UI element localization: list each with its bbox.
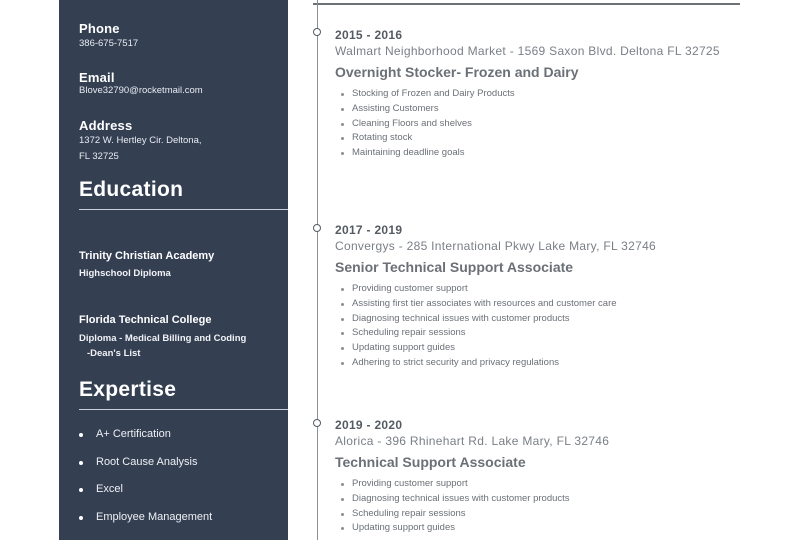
school-name: Florida Technical College [79, 314, 212, 326]
list-item: Assisting first tier associates with resources and customer care [335, 297, 775, 312]
list-item: Diagnosing technical issues with customer products [335, 312, 775, 327]
list-item: Stocking of Frozen and Dairy Products [335, 87, 775, 102]
timeline-node-icon [313, 28, 321, 36]
bullet-icon [341, 93, 344, 96]
education-title: Education [79, 178, 184, 201]
timeline-node-icon [313, 224, 321, 232]
bullet-icon [341, 332, 344, 335]
job-company: Alorica - 396 Rhinehart Rd. Lake Mary, FL 32746 [335, 434, 610, 448]
expertise-title: Expertise [79, 378, 177, 401]
list-item: Assisting Customers [335, 102, 775, 117]
bullet-icon [341, 288, 344, 291]
school-degree: Highschool Diploma [79, 268, 171, 279]
job-company: Convergys - 285 International Pkwy Lake Mary, FL 32746 [335, 239, 657, 253]
bullet-icon [79, 461, 83, 465]
experience-entry [335, 223, 775, 371]
bullet-icon [341, 123, 344, 126]
timeline-node-icon [313, 419, 321, 427]
bullet-icon [341, 347, 344, 350]
experience-entry [335, 28, 775, 161]
email-label: Email [79, 70, 115, 85]
sidebar: Phone 386-675-7517 Email Blove32790@rocketmail.com Address 1372 W. Hertley Cir. Deltona, FL 32725 Education Trinity Christian Academy Highschool Diploma Florida Technical College Diploma - Medical Billing and Coding -Dean's List Expertise A+ Certification Root Cause Analysis Excel Employee Management [59, 0, 288, 540]
job-title: Overnight Stocker- Frozen and Dairy [335, 64, 579, 80]
bullet-icon [79, 433, 83, 437]
list-item: Scheduling repair sessions [335, 507, 775, 522]
school-honor: -Dean's List [87, 348, 141, 359]
bullet-icon [341, 498, 344, 501]
school-degree: Diploma - Medical Billing and Coding [79, 333, 247, 344]
address-line1: 1372 W. Hertley Cir. Deltona, [79, 135, 202, 146]
list-item: Rotating stock [335, 131, 775, 146]
list-item: Updating support guides [335, 341, 775, 356]
bullet-icon [341, 152, 344, 155]
job-date: 2015 - 2016 [335, 28, 403, 42]
address-label: Address [79, 118, 133, 133]
job-duties [335, 87, 775, 161]
job-date: 2017 - 2019 [335, 223, 403, 237]
bullet-icon [341, 303, 344, 306]
bullet-icon [341, 483, 344, 486]
experience-entry [335, 418, 775, 536]
list-item: Diagnosing technical issues with customer products [335, 492, 775, 507]
bullet-icon [79, 516, 83, 520]
bullet-icon [341, 527, 344, 530]
job-date: 2019 - 2020 [335, 418, 403, 432]
bullet-icon [341, 513, 344, 516]
bullet-icon [341, 108, 344, 111]
education-divider [79, 209, 288, 210]
job-duties [335, 282, 775, 371]
timeline-line [317, 0, 318, 540]
list-item: Updating support guides [335, 521, 775, 536]
job-company: Walmart Neighborhood Market - 1569 Saxon Blvd. Deltona FL 32725 [335, 44, 720, 58]
bullet-icon [341, 318, 344, 321]
list-item: Maintaining deadline goals [335, 146, 775, 161]
list-item: Scheduling repair sessions [335, 326, 775, 341]
list-item: Adhering to strict security and privacy regulations [335, 356, 775, 371]
bullet-icon [341, 362, 344, 365]
list-item: Providing customer support [335, 477, 775, 492]
address-line2: FL 32725 [79, 151, 119, 162]
phone-label: Phone [79, 21, 120, 36]
job-title: Technical Support Associate [335, 454, 526, 470]
expertise-divider [79, 409, 288, 410]
list-item: Providing customer support [335, 282, 775, 297]
job-duties [335, 477, 775, 536]
email-value: Blove32790@rocketmail.com [79, 85, 203, 96]
phone-value: 386-675-7517 [79, 38, 139, 49]
bullet-icon [341, 137, 344, 140]
school-name: Trinity Christian Academy [79, 250, 215, 262]
header-divider [313, 3, 740, 5]
bullet-icon [79, 488, 83, 492]
list-item: Cleaning Floors and shelves [335, 117, 775, 132]
job-title: Senior Technical Support Associate [335, 259, 574, 275]
